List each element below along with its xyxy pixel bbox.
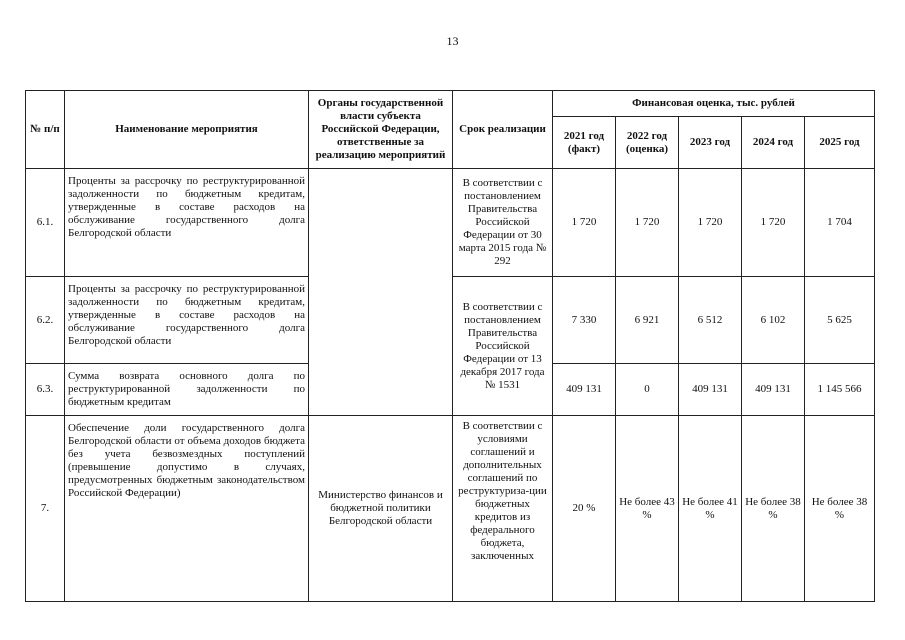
row-name: Проценты за рассрочку по реструктурированной задолженности по бюджетным кредитам, утвержденные в составе расходов на обслуживание государственного долга Белгородской области — [65, 277, 309, 364]
row-name: Сумма возврата основного долга по реструктурированной задолженности по бюджетным кредитам — [65, 364, 309, 416]
row-number: 6.1. — [26, 169, 65, 277]
header-term: Срок реализации — [453, 91, 553, 169]
value-2021: 1 720 — [553, 169, 616, 277]
page-number: 13 — [446, 34, 459, 48]
value-2023: 6 512 — [679, 277, 742, 364]
header-name: Наименование мероприятия — [65, 91, 309, 169]
value-2021: 409 131 — [553, 364, 616, 416]
row-term: В соответствии с условиями соглашений и дополнительных соглашений по реструктуриза-ции бюджетных кредитов из федерального бюджета, заключенных — [453, 416, 553, 602]
row-number: 7. — [26, 416, 65, 602]
header-num: № п/п — [26, 91, 65, 169]
row-number: 6.2. — [26, 277, 65, 364]
header-year-2024: 2024 год — [742, 117, 805, 169]
header-org: Органы государственной власти субъекта Российской Федерации, ответственные за реализацию мероприятий — [309, 91, 453, 169]
value-2023: 1 720 — [679, 169, 742, 277]
header-year-2022: 2022 год (оценка) — [616, 117, 679, 169]
row-name: Проценты за рассрочку по реструктурированной задолженности по бюджетным кредитам, утвержденные в составе расходов на обслуживание государственного долга Белгородской области — [65, 169, 309, 277]
table-row — [26, 169, 875, 277]
value-2025: 5 625 — [805, 277, 875, 364]
table-row — [26, 416, 875, 602]
header-financial: Финансовая оценка, тыс. рублей — [553, 91, 875, 117]
value-2024: 1 720 — [742, 169, 805, 277]
row-org: Министерство финансов и бюджетной политики Белгородской области — [309, 416, 453, 602]
org-cell-empty — [309, 169, 453, 416]
value-2024: Не более 38 % — [742, 416, 805, 602]
value-2022: 1 720 — [616, 169, 679, 277]
row-name: Обеспечение доли государственного долга Белгородской области от объема доходов бюджета без учета безвозмездных поступлений (превышение допустимо в случаях, предусмотренных бюджетным законодательством Российской Федерации) — [65, 416, 309, 602]
value-2024: 6 102 — [742, 277, 805, 364]
value-2022: 0 — [616, 364, 679, 416]
row-term-shared: В соответствии с постановлением Правительства Российской Федерации от 13 декабря 2017 года № 1531 — [453, 277, 553, 416]
value-2021: 7 330 — [553, 277, 616, 364]
header-year-2021: 2021 год (факт) — [553, 117, 616, 169]
value-2023: 409 131 — [679, 364, 742, 416]
value-2025: Не более 38 % — [805, 416, 875, 602]
value-2022: Не более 43 % — [616, 416, 679, 602]
financial-table — [25, 90, 875, 602]
header-year-2025: 2025 год — [805, 117, 875, 169]
value-2025: 1 704 — [805, 169, 875, 277]
row-term: В соответствии с постановлением Правительства Российской Федерации от 30 марта 2015 года № 292 — [453, 169, 553, 277]
value-2022: 6 921 — [616, 277, 679, 364]
value-2023: Не более 41 % — [679, 416, 742, 602]
header-year-2023: 2023 год — [679, 117, 742, 169]
row-number: 6.3. — [26, 364, 65, 416]
value-2024: 409 131 — [742, 364, 805, 416]
value-2021: 20 % — [553, 416, 616, 602]
value-2025: 1 145 566 — [805, 364, 875, 416]
